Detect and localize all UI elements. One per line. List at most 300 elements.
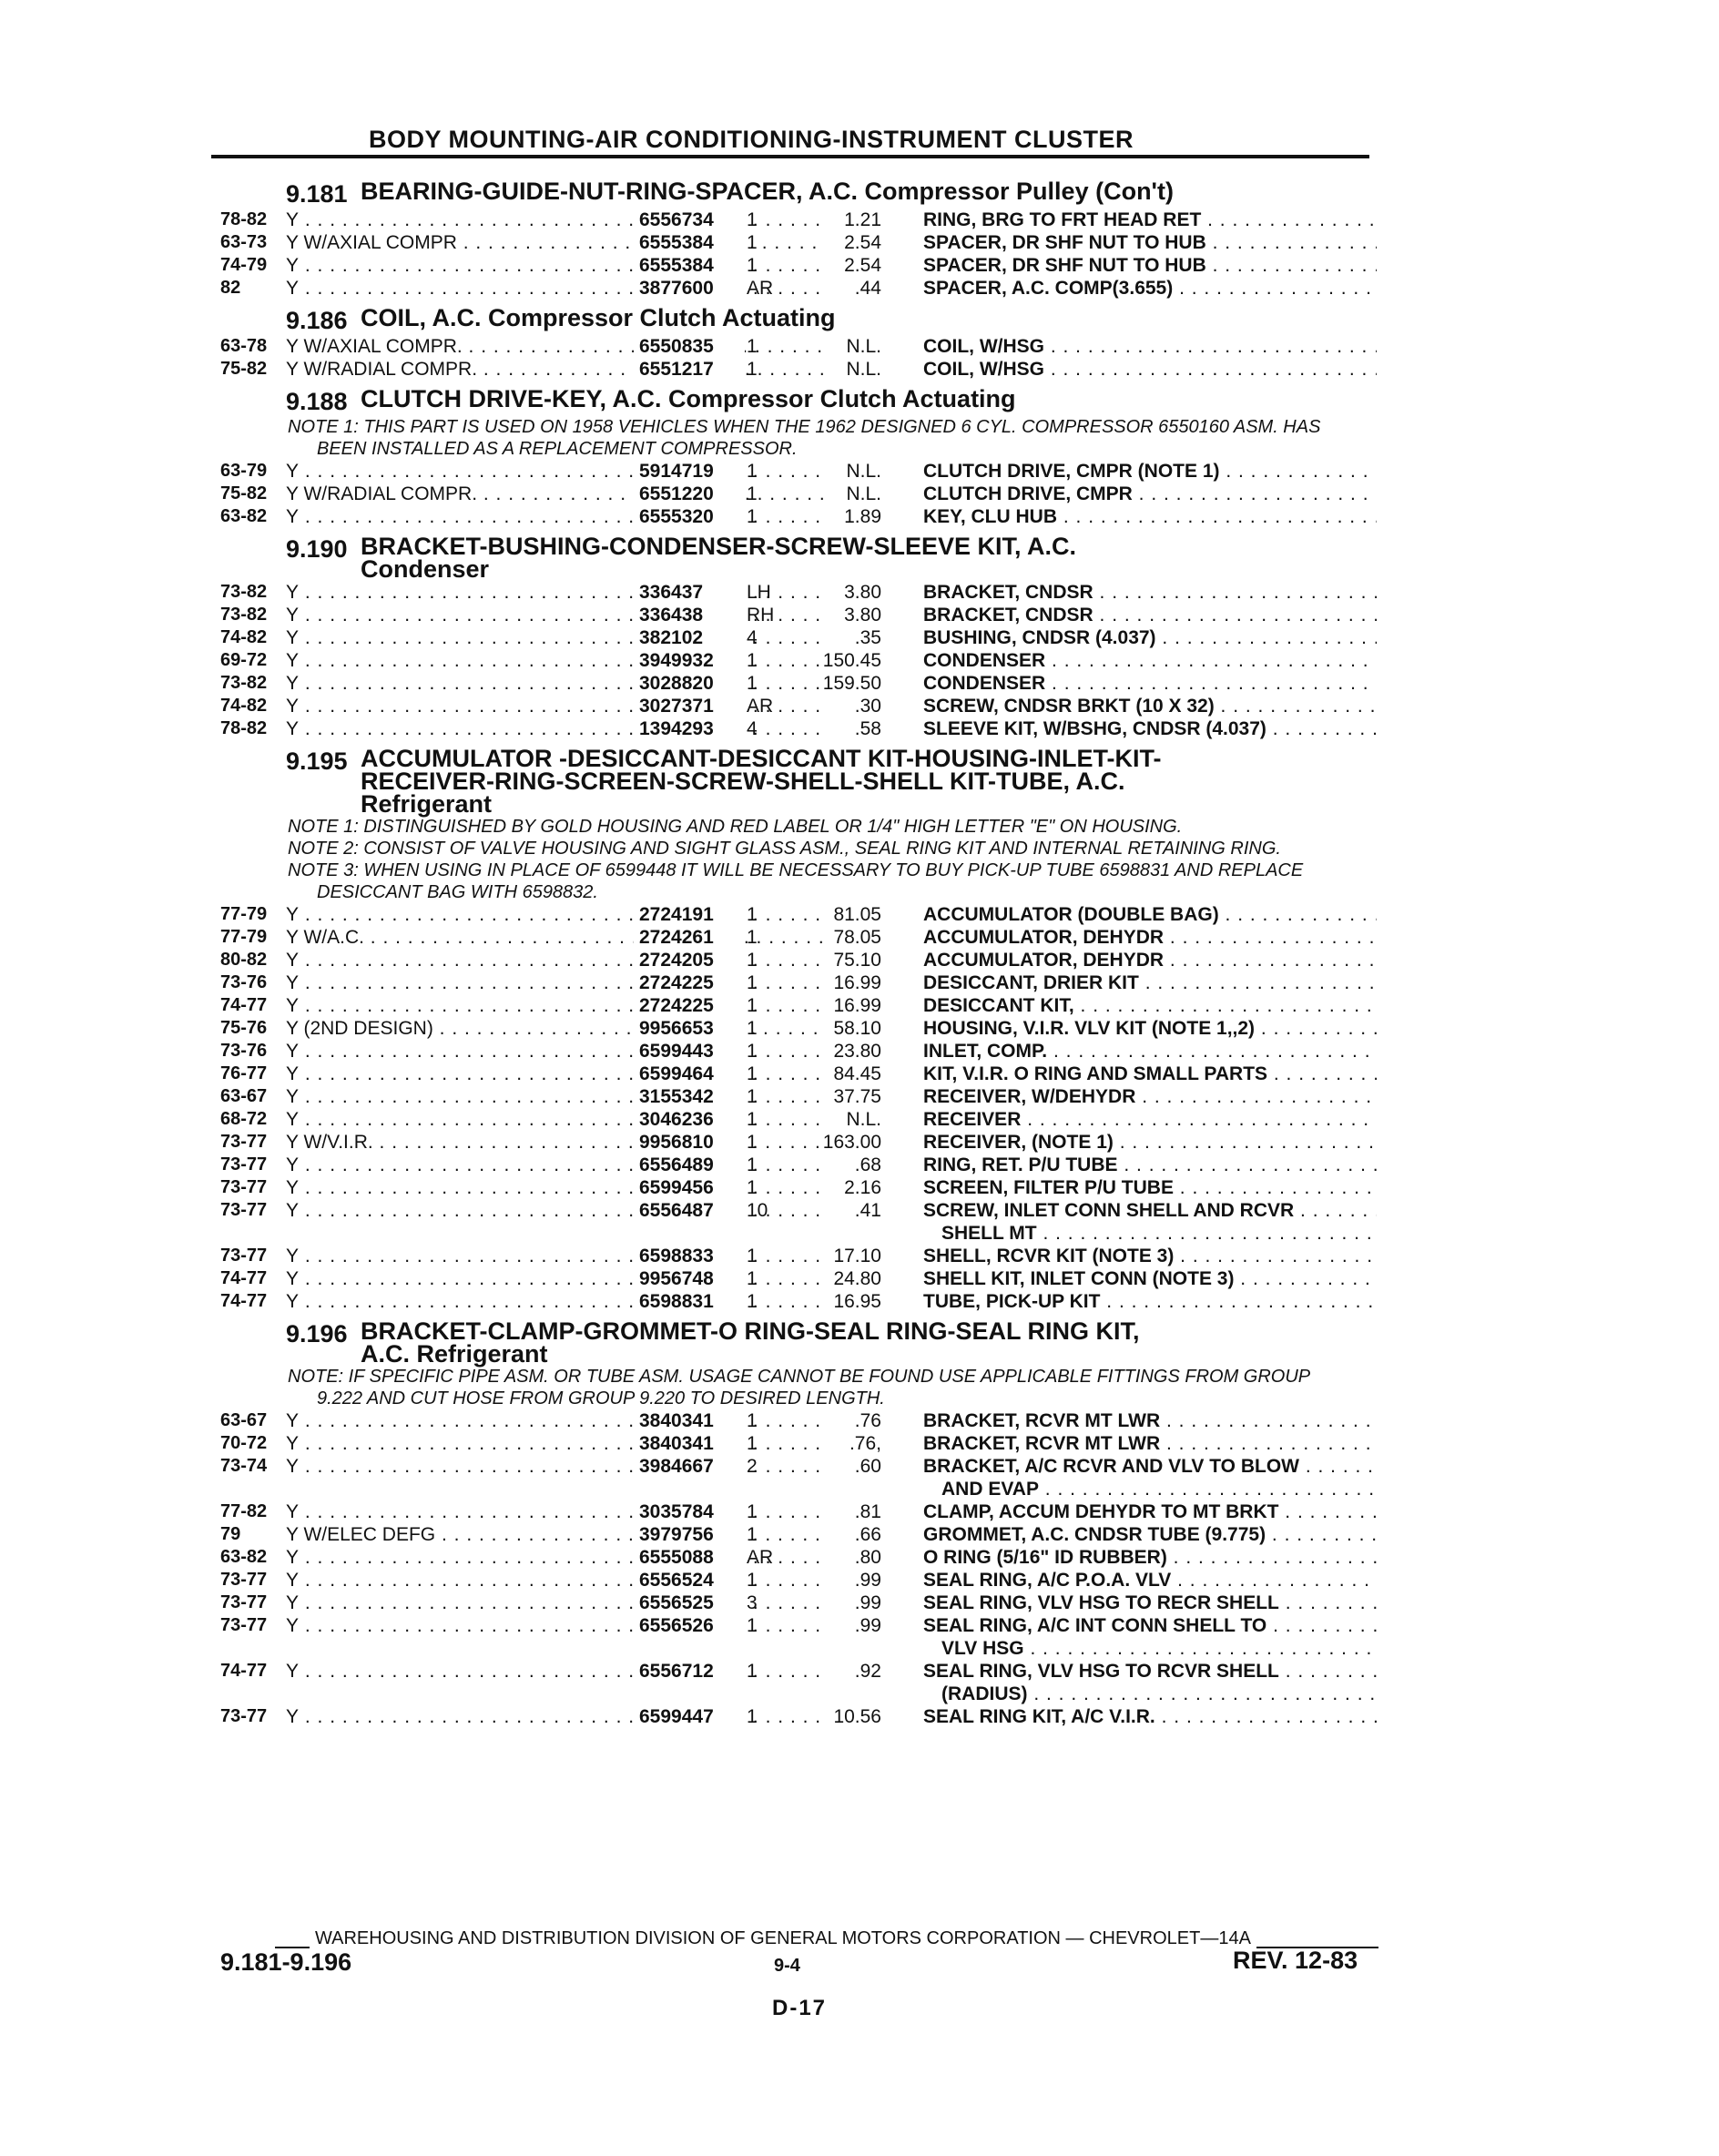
quantity: 4 <box>747 718 758 739</box>
description <box>923 672 1377 695</box>
part-number: 6556525 <box>634 1592 745 1614</box>
description <box>923 649 1377 672</box>
model-years: 63-73 <box>220 232 268 252</box>
part-row <box>211 1409 1377 1432</box>
part-row <box>211 277 1377 300</box>
quantity: 1 <box>747 1041 758 1062</box>
application: Y . . . <box>286 460 823 483</box>
description-line: CONDENSER . . . <box>923 650 1377 671</box>
description-line: SPACER, DR SHF NUT TO HUB . . . <box>923 232 1377 253</box>
price: 78.05 <box>833 927 881 948</box>
model-years: 74-77 <box>220 1291 268 1311</box>
application: Y . . . <box>286 254 823 277</box>
application: Y . . . <box>286 649 823 672</box>
price: 37.75 <box>833 1086 881 1107</box>
part-row <box>211 994 1377 1017</box>
quantity: 3 <box>747 1592 758 1613</box>
application: Y . . . <box>286 1108 823 1131</box>
price: .99 <box>854 1592 881 1613</box>
part-row <box>211 1705 1377 1728</box>
description <box>923 1085 1377 1108</box>
price: 81.05 <box>833 904 881 925</box>
part-row <box>211 903 1377 926</box>
description <box>923 1176 1377 1199</box>
catalog-group <box>211 385 1377 528</box>
part-number: 6551220 <box>634 483 745 505</box>
group-title: BRACKET-BUSHING-CONDENSER-SCREW-SLEEVE KIT, A.C. Condenser <box>361 533 1076 583</box>
application: Y (2ND DESIGN) . . . <box>286 1017 823 1040</box>
part-number: 3979756 <box>634 1523 745 1546</box>
part-row <box>211 254 1377 277</box>
part-row <box>211 335 1377 358</box>
part-row <box>211 926 1377 949</box>
model-years: 73-74 <box>220 1456 268 1476</box>
description <box>923 1660 1377 1705</box>
model-years: 74-77 <box>220 1661 268 1681</box>
group-title: BRACKET-CLAMP-GROMMET-O RING-SEAL RING-SEAL RING KIT, A.C. Refrigerant <box>361 1317 1140 1368</box>
part-number: 6556526 <box>634 1614 745 1637</box>
part-number: 2724261 <box>634 926 745 949</box>
model-years: 75-82 <box>220 359 268 379</box>
description <box>923 626 1377 649</box>
group-number: 9.190 <box>286 535 348 563</box>
part-row <box>211 626 1377 649</box>
description <box>923 1290 1377 1313</box>
model-years: 74-77 <box>220 995 268 1015</box>
part-row <box>211 1108 1377 1131</box>
application: Y . . . <box>286 695 823 717</box>
price: .60 <box>854 1456 881 1477</box>
description-line: SHELL, RCVR KIT (NOTE 3) . . . <box>923 1246 1377 1266</box>
description-line: DESICCANT, DRIER KIT . . . <box>923 972 1377 993</box>
price: 16.95 <box>833 1291 881 1312</box>
description-line: BRACKET, RCVR MT LWR . . . <box>923 1410 1377 1431</box>
part-number: 2724225 <box>634 994 745 1017</box>
quantity: 1 <box>747 1154 758 1175</box>
quantity: 10 <box>747 1200 768 1221</box>
application: Y W/RADIAL COMPR. . . . <box>286 483 823 505</box>
model-years: 73-77 <box>220 1177 268 1197</box>
quantity: 1 <box>747 336 758 357</box>
price: 2.54 <box>844 232 881 253</box>
quantity: 1 <box>747 1018 758 1039</box>
description <box>923 505 1377 528</box>
quantity: 1 <box>747 904 758 925</box>
part-number: 3155342 <box>634 1085 745 1108</box>
model-years: 77-82 <box>220 1501 268 1521</box>
description-line: SPACER, A.C. COMP(3.655) . . . <box>923 278 1377 299</box>
quantity: 1 <box>747 1268 758 1289</box>
application: Y . . . <box>286 1245 823 1267</box>
description-line: O RING (5/16" ID RUBBER) . . . <box>923 1547 1377 1568</box>
part-row <box>211 1017 1377 1040</box>
part-row <box>211 1455 1377 1500</box>
price: 16.99 <box>833 972 881 993</box>
price: 24.80 <box>833 1268 881 1289</box>
footer-group-range: 9.181-9.196 <box>220 1948 352 1976</box>
description <box>923 1569 1377 1592</box>
quantity: AR <box>747 1547 774 1568</box>
application: Y . . . <box>286 971 823 994</box>
application: Y W/V.I.R. . . . <box>286 1131 823 1154</box>
application: Y . . . <box>286 1592 823 1614</box>
quantity: AR <box>747 696 774 717</box>
group-title: COIL, A.C. Compressor Clutch Actuating <box>361 304 836 331</box>
part-number: 336437 <box>634 581 745 604</box>
description-line: SEAL RING KIT, A/C V.I.R. . . . <box>923 1706 1377 1727</box>
application: Y W/RADIAL COMPR. . . . <box>286 358 823 381</box>
group-title: BEARING-GUIDE-NUT-RING-SPACER, A.C. Compressor Pulley (Con't) <box>361 178 1174 205</box>
group-number: 9.188 <box>286 388 348 415</box>
quantity: 1 <box>747 359 758 380</box>
group-note: NOTE 1: THIS PART IS USED ON 1958 VEHICLES WHEN THE 1962 DESIGNED 6 CYL. COMPRESSOR 6550160 ASM. HAS BEEN INSTALLED AS A REPLACEMENT COMPRESSOR. <box>288 417 1321 459</box>
price: 2.54 <box>844 255 881 276</box>
part-number: 9956653 <box>634 1017 745 1040</box>
part-row <box>211 358 1377 381</box>
application: Y . . . <box>286 581 823 604</box>
description-line: DESICCANT KIT, . . . <box>923 995 1377 1016</box>
description <box>923 695 1377 717</box>
quantity: 1 <box>747 995 758 1016</box>
description <box>923 1199 1377 1245</box>
part-number: 1394293 <box>634 717 745 740</box>
description <box>923 994 1377 1017</box>
price: N.L. <box>846 483 881 504</box>
model-years: 75-76 <box>220 1018 268 1038</box>
part-number: 6599443 <box>634 1040 745 1063</box>
part-number: 6555320 <box>634 505 745 528</box>
part-row <box>211 460 1377 483</box>
description-line: CONDENSER . . . <box>923 673 1377 694</box>
quantity: 1 <box>747 1177 758 1198</box>
price: 3.80 <box>844 605 881 625</box>
description <box>923 1108 1377 1131</box>
quantity: 1 <box>747 1246 758 1266</box>
application: Y . . . <box>286 1290 823 1313</box>
model-years: 78-82 <box>220 209 268 229</box>
part-number: 6556712 <box>634 1660 745 1683</box>
description-line: SCREW, INLET CONN SHELL AND RCVR . . . <box>923 1200 1377 1221</box>
description-line: RING, RET. P/U TUBE . . . <box>923 1154 1377 1175</box>
catalog-group <box>211 535 1377 740</box>
application: Y . . . <box>286 1176 823 1199</box>
footer-page-number: 9-4 <box>774 1956 800 1976</box>
description-line: KEY, CLU HUB . . . <box>923 506 1377 527</box>
part-number: 2724205 <box>634 949 745 971</box>
description <box>923 1040 1377 1063</box>
application: Y W/A.C. . . . <box>286 926 823 949</box>
part-row <box>211 1614 1377 1660</box>
group-heading <box>211 747 1377 816</box>
price: 1.21 <box>844 209 881 230</box>
part-number: 9956810 <box>634 1131 745 1154</box>
description-line: SHELL KIT, INLET CONN (NOTE 3) . . . <box>923 1268 1377 1289</box>
description-line: COIL, W/HSG . . . <box>923 336 1377 357</box>
model-years: 68-72 <box>220 1109 268 1129</box>
part-row <box>211 1176 1377 1199</box>
description-line: SEAL RING, A/C INT CONN SHELL TO . . . <box>923 1615 1377 1636</box>
price: .80 <box>854 1547 881 1568</box>
group-notes <box>211 1366 1377 1409</box>
quantity: 1 <box>747 1501 758 1522</box>
price: .35 <box>854 627 881 648</box>
description-line: RING, BRG TO FRT HEAD RET . . . <box>923 209 1377 230</box>
price: 10.56 <box>833 1706 881 1727</box>
group-heading <box>211 180 1377 208</box>
application: Y . . . <box>286 994 823 1017</box>
description-line: SLEEVE KIT, W/BSHG, CNDSR (4.037) . . . <box>923 718 1377 739</box>
application: Y . . . <box>286 1569 823 1592</box>
price: .41 <box>854 1200 881 1221</box>
quantity: RH <box>747 605 775 625</box>
description-line: CLUTCH DRIVE, CMPR . . . <box>923 483 1377 504</box>
model-years: 69-72 <box>220 650 268 670</box>
quantity: 1 <box>747 972 758 993</box>
model-years: 73-82 <box>220 673 268 693</box>
application: Y . . . <box>286 949 823 971</box>
quantity: 1 <box>747 461 758 482</box>
quantity: 1 <box>747 1615 758 1636</box>
quantity: 1 <box>747 1086 758 1107</box>
application: Y . . . <box>286 1154 823 1176</box>
part-number: 3984667 <box>634 1455 745 1478</box>
catalog-group <box>211 1317 1377 1728</box>
parts-list <box>211 173 1377 1728</box>
description-continuation: VLV HSG . . . <box>923 1637 1377 1660</box>
quantity: 1 <box>747 1570 758 1591</box>
model-years: 73-82 <box>220 582 268 602</box>
group-heading <box>211 535 1377 581</box>
quantity: 1 <box>747 1410 758 1431</box>
price: N.L. <box>846 461 881 482</box>
model-years: 77-79 <box>220 904 268 924</box>
price: N.L. <box>846 1109 881 1130</box>
part-row <box>211 971 1377 994</box>
description-line: INLET, COMP. . . . <box>923 1041 1377 1062</box>
group-number: 9.195 <box>286 747 348 775</box>
model-years: 73-76 <box>220 1041 268 1061</box>
description <box>923 358 1377 381</box>
application: Y . . . <box>286 505 823 528</box>
group-heading <box>211 304 1377 335</box>
catalog-group <box>211 304 1377 381</box>
part-number: 336438 <box>634 604 745 626</box>
part-number: 382102 <box>634 626 745 649</box>
quantity: 1 <box>747 483 758 504</box>
application: Y . . . <box>286 1085 823 1108</box>
quantity: 1 <box>747 950 758 971</box>
part-row <box>211 483 1377 505</box>
part-number: 3027371 <box>634 695 745 717</box>
part-number: 6555384 <box>634 254 745 277</box>
description-line: BUSHING, CNDSR (4.037) . . . <box>923 627 1377 648</box>
price: .68 <box>854 1154 881 1175</box>
quantity: 1 <box>747 1063 758 1084</box>
model-years: 80-82 <box>220 950 268 970</box>
model-years: 77-79 <box>220 927 268 947</box>
group-heading <box>211 1317 1377 1368</box>
price: .30 <box>854 696 881 717</box>
part-number: 6556487 <box>634 1199 745 1222</box>
application: Y . . . <box>286 1267 823 1290</box>
price: N.L. <box>846 336 881 357</box>
model-years: 70-72 <box>220 1433 268 1453</box>
model-years: 74-79 <box>220 255 268 275</box>
description <box>923 483 1377 505</box>
application: Y . . . <box>286 1040 823 1063</box>
description <box>923 1245 1377 1267</box>
part-row <box>211 1592 1377 1614</box>
quantity: AR <box>747 278 774 299</box>
description-line: ACCUMULATOR (DOUBLE BAG) . . . <box>923 904 1377 925</box>
group-title: ACCUMULATOR -DESICCANT-DESICCANT KIT-HOUSING-INLET-KIT-RECEIVER-RING-SCREEN-SCREW-SHELL-SHELL KIT-TUBE, A.C. Refrigerant <box>361 745 1162 818</box>
part-number: 3840341 <box>634 1409 745 1432</box>
part-number: 6598833 <box>634 1245 745 1267</box>
part-row <box>211 1063 1377 1085</box>
part-row <box>211 1500 1377 1523</box>
part-row <box>211 1131 1377 1154</box>
part-number: 6598831 <box>634 1290 745 1313</box>
model-years: 82 <box>220 278 241 298</box>
description <box>923 903 1377 926</box>
model-years: 79 <box>220 1524 241 1544</box>
description <box>923 1131 1377 1154</box>
part-number: 3840341 <box>634 1432 745 1455</box>
application: Y . . . <box>286 672 823 695</box>
part-number: 6551217 <box>634 358 745 381</box>
group-notes <box>211 416 1377 460</box>
model-years: 76-77 <box>220 1063 268 1083</box>
application: Y . . . <box>286 277 823 300</box>
description <box>923 1432 1377 1455</box>
description <box>923 717 1377 740</box>
price: .99 <box>854 1615 881 1636</box>
description-line: SCREEN, FILTER P/U TUBE . . . <box>923 1177 1377 1198</box>
quantity: 1 <box>747 209 758 230</box>
description <box>923 604 1377 626</box>
description <box>923 1705 1377 1728</box>
application: Y W/ELEC DEFG . . . <box>286 1523 823 1546</box>
part-row <box>211 505 1377 528</box>
part-row <box>211 672 1377 695</box>
description <box>923 1546 1377 1569</box>
part-number: 6555088 <box>634 1546 745 1569</box>
description-line: KIT, V.I.R. O RING AND SMALL PARTS . . . <box>923 1063 1377 1084</box>
group-note: NOTE 2: CONSIST OF VALVE HOUSING AND SIGHT GLASS ASM., SEAL RING KIT AND INTERNAL RETAINING RING. <box>288 839 1281 859</box>
quantity: 1 <box>747 1109 758 1130</box>
description <box>923 208 1377 231</box>
price: .76, <box>849 1433 881 1454</box>
description-line: ACCUMULATOR, DEHYDR . . . <box>923 950 1377 971</box>
quantity: 1 <box>747 1132 758 1153</box>
price: 75.10 <box>833 950 881 971</box>
price: N.L. <box>846 359 881 380</box>
part-row <box>211 1199 1377 1245</box>
price: 150.45 <box>822 650 881 671</box>
model-years: 73-82 <box>220 605 268 625</box>
model-years: 74-77 <box>220 1268 268 1288</box>
application: Y . . . <box>286 1614 823 1637</box>
model-years: 73-77 <box>220 1592 268 1612</box>
part-row <box>211 604 1377 626</box>
application: Y . . . <box>286 1409 823 1432</box>
description <box>923 1409 1377 1432</box>
quantity: 1 <box>747 1524 758 1545</box>
price: .92 <box>854 1661 881 1682</box>
description <box>923 1455 1377 1500</box>
quantity: 1 <box>747 1291 758 1312</box>
quantity: 1 <box>747 255 758 276</box>
footer-revision: REV. 12-83 <box>1233 1947 1358 1974</box>
part-row <box>211 1523 1377 1546</box>
header-rule <box>211 155 1369 158</box>
application: Y . . . <box>286 604 823 626</box>
part-number: 6599447 <box>634 1705 745 1728</box>
description <box>923 971 1377 994</box>
part-row <box>211 1569 1377 1592</box>
description-continuation: AND EVAP . . . <box>923 1478 1377 1500</box>
description-line: TUBE, PICK-UP KIT . . . <box>923 1291 1377 1312</box>
group-notes <box>211 816 1377 903</box>
description-line: BRACKET, CNDSR . . . <box>923 582 1377 603</box>
description <box>923 1592 1377 1614</box>
quantity: LH <box>747 582 771 603</box>
description <box>923 277 1377 300</box>
price: 23.80 <box>833 1041 881 1062</box>
description-line: ACCUMULATOR, DEHYDR . . . <box>923 927 1377 948</box>
part-number: 3877600 <box>634 277 745 300</box>
part-row <box>211 1245 1377 1267</box>
quantity: 1 <box>747 232 758 253</box>
description <box>923 1614 1377 1660</box>
price: 58.10 <box>833 1018 881 1039</box>
description <box>923 926 1377 949</box>
part-number: 3028820 <box>634 672 745 695</box>
price: 159.50 <box>822 673 881 694</box>
description-line: SEAL RING, VLV HSG TO RECR SHELL . . . <box>923 1592 1377 1613</box>
catalog-group <box>211 747 1377 1313</box>
quantity: 1 <box>747 927 758 948</box>
price: 1.89 <box>844 506 881 527</box>
price: 16.99 <box>833 995 881 1016</box>
quantity: 1 <box>747 1433 758 1454</box>
part-number: 6555384 <box>634 231 745 254</box>
application: Y W/AXIAL COMPR . . . <box>286 231 823 254</box>
group-number: 9.186 <box>286 307 348 334</box>
application: Y . . . <box>286 717 823 740</box>
model-years: 63-67 <box>220 1410 268 1430</box>
model-years: 63-67 <box>220 1086 268 1106</box>
model-years: 74-82 <box>220 696 268 716</box>
application: Y . . . <box>286 208 823 231</box>
application: Y . . . <box>286 1455 823 1478</box>
description-line: BRACKET, RCVR MT LWR . . . <box>923 1433 1377 1454</box>
page-title: BODY MOUNTING-AIR CONDITIONING-INSTRUMENT CLUSTER <box>369 126 1134 153</box>
part-number: 2724191 <box>634 903 745 926</box>
part-number: 6599456 <box>634 1176 745 1199</box>
model-years: 63-82 <box>220 506 268 526</box>
part-row <box>211 208 1377 231</box>
application: Y . . . <box>286 1660 823 1683</box>
part-number: 2724225 <box>634 971 745 994</box>
model-years: 73-77 <box>220 1615 268 1635</box>
price: .76 <box>854 1410 881 1431</box>
part-number: 6556489 <box>634 1154 745 1176</box>
model-years: 73-77 <box>220 1132 268 1152</box>
quantity: 1 <box>747 673 758 694</box>
part-row <box>211 581 1377 604</box>
model-years: 73-77 <box>220 1246 268 1266</box>
